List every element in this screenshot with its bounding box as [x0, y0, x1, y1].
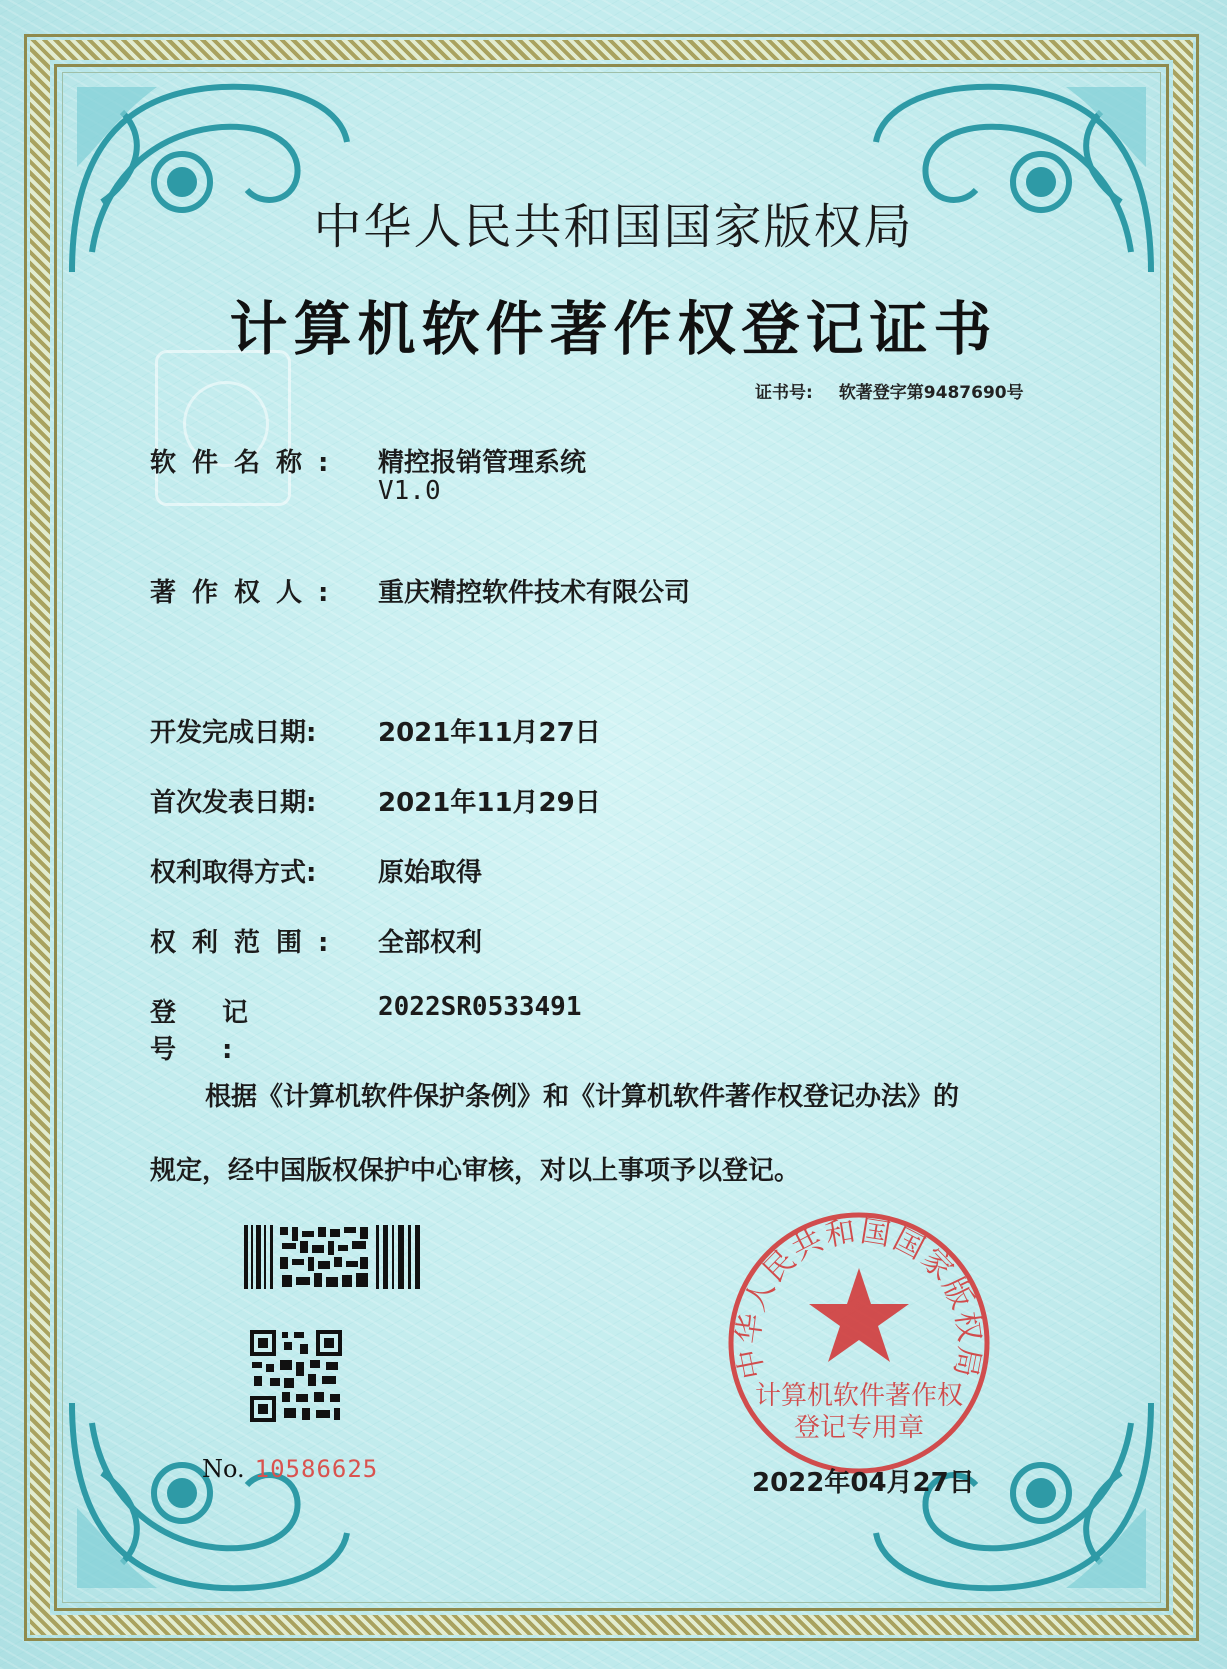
acquisition-method-label: 权利取得方式: — [150, 858, 317, 888]
corner-ornament-bottom-left — [62, 1393, 352, 1603]
registration-number-label: 登记号: — [150, 998, 295, 1065]
certificate-number-label: 证书号: — [755, 383, 813, 403]
field-acquisition-method — [150, 852, 483, 889]
field-copyright-owner — [150, 572, 691, 609]
certificate-title: 计算机软件著作权登记证书 — [229, 295, 998, 363]
statement-line-1: 根据《计算机软件保护条例》和《计算机软件著作权登记办法》的 — [205, 1082, 960, 1112]
watermark-emblem — [155, 350, 291, 506]
seal-star-icon — [809, 1268, 909, 1362]
serial-number — [202, 1455, 378, 1483]
field-completion-date — [150, 712, 601, 749]
first-publication-value: 2021年11月29日 — [378, 788, 601, 818]
issue-date: 2022年04月27日 — [752, 1468, 975, 1498]
copyright-owner-label: 著作权人: — [150, 578, 345, 608]
rights-scope-label: 权利范围: — [150, 928, 345, 958]
barcode — [244, 1225, 420, 1289]
field-registration-number — [150, 992, 582, 1066]
qr-code — [250, 1330, 342, 1422]
software-name-value: 精控报销管理系统 — [378, 448, 587, 478]
serial-value: 10586625 — [254, 1455, 379, 1483]
official-seal — [724, 1208, 994, 1478]
copyright-owner-value: 重庆精控软件技术有限公司 — [378, 578, 691, 608]
serial-prefix: No. — [202, 1455, 245, 1483]
issuing-authority: 中华人民共和国国家版权局 — [313, 199, 914, 255]
statement-line-2: 规定，经中国版权保护中心审核，对以上事项予以登记。 — [150, 1156, 801, 1186]
software-name-label: 软件名称: — [150, 448, 345, 478]
completion-date-label: 开发完成日期: — [150, 718, 317, 748]
seal-outer-text: 中华人民共和国国家版权局 — [730, 1213, 988, 1382]
first-publication-label: 首次发表日期: — [150, 788, 317, 818]
field-rights-scope — [150, 922, 483, 959]
acquisition-method-value: 原始取得 — [378, 858, 483, 888]
seal-inner-text-2: 登记专用章 — [793, 1413, 925, 1443]
rights-scope-value: 全部权利 — [378, 928, 483, 958]
registration-number-value: 2022SR0533491 — [378, 992, 582, 1022]
certificate-number — [755, 378, 1024, 403]
certificate-number-value: 软著登字第9487690号 — [838, 383, 1024, 403]
seal-inner-text-1: 计算机软件著作权 — [754, 1381, 964, 1411]
field-software-name — [150, 442, 587, 506]
completion-date-value: 2021年11月27日 — [378, 718, 601, 748]
software-version-value: V1.0 — [378, 476, 441, 506]
field-first-publication — [150, 782, 601, 819]
